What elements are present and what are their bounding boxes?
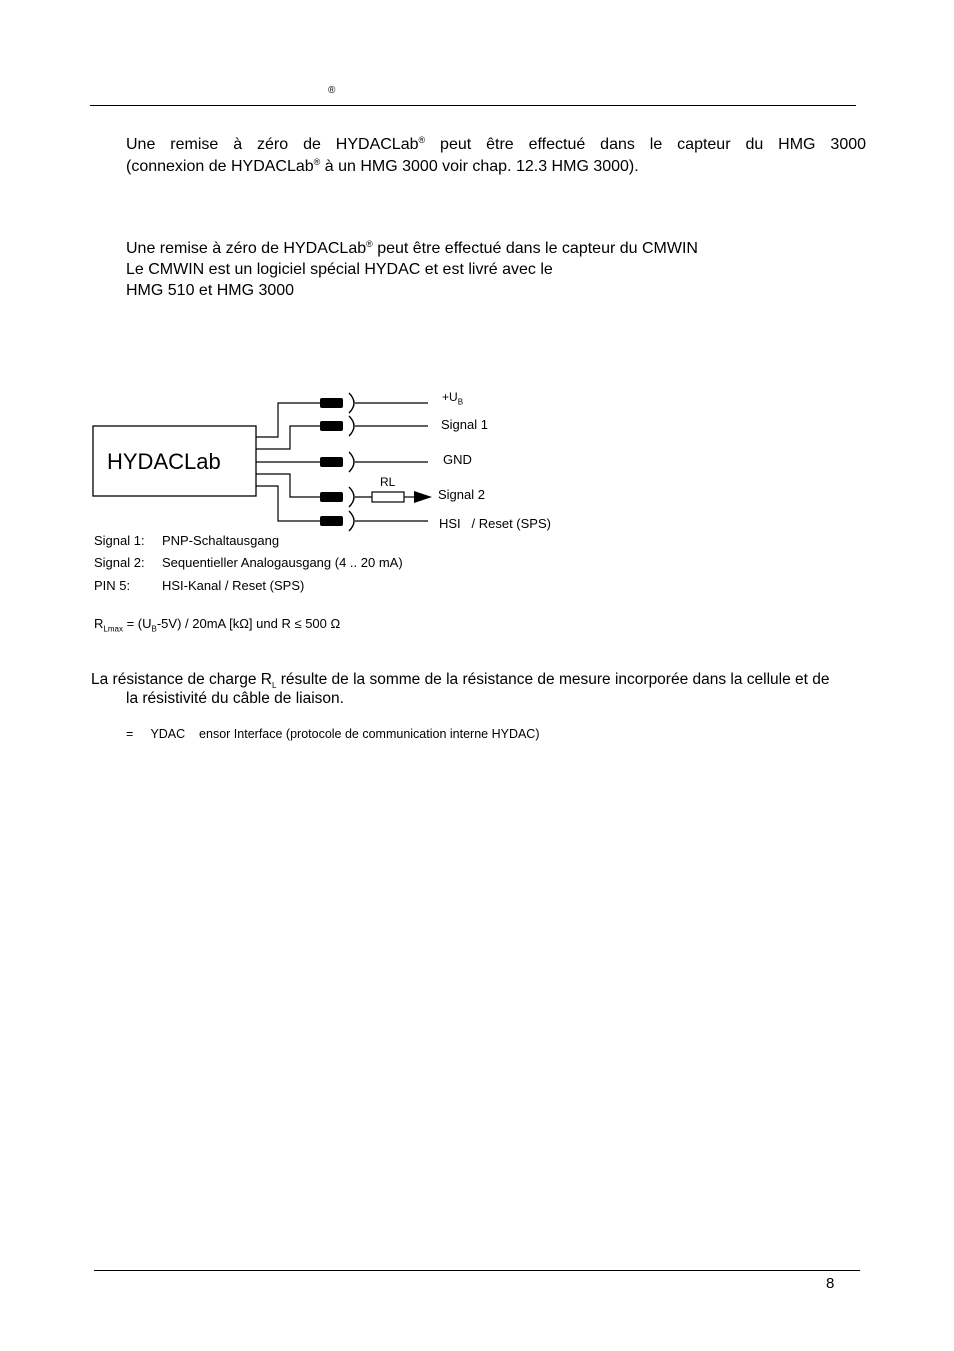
- legend-row-signal1: Signal 1: PNP-Schaltausgang: [94, 533, 280, 548]
- pin-label-gnd: GND: [443, 452, 472, 467]
- plug-pins: [320, 398, 343, 526]
- sockets: [349, 393, 354, 531]
- output-lines: [355, 403, 428, 521]
- pin-label-ub: $+U_B$: [442, 390, 464, 407]
- hydaclab-box-label: HYDACLab: [107, 449, 221, 474]
- section1-line1: Une remise à zéro de HYDACLab® peut être effectué dans le capteur du HMG 3000: [126, 135, 867, 153]
- rlmax-formula: $R_{Lmax} = (U_B-5V) / 20mA$ [kΩ] und R ≤ 500 Ω: [94, 616, 341, 634]
- load-resistance-note-line2: la résistivité du câble de liaison.: [126, 690, 344, 707]
- footer-rule: [94, 1270, 860, 1271]
- wires: [256, 403, 320, 521]
- section2-line1: Une remise à zéro de HYDACLab® peut être effectué dans le capteur du CMWIN: [126, 239, 698, 257]
- pin-label-hsi: HSI / Reset (SPS): [439, 516, 551, 531]
- load-resistance-note-line1: La résistance de charge $R_L$ résulte de la somme de la résistance de mesure incorporée dans la cellule et de: [91, 671, 830, 691]
- page-number: 8: [826, 1275, 835, 1292]
- section2-line3: HMG 510 et HMG 3000: [126, 282, 295, 299]
- resistor-rl: [372, 492, 404, 502]
- resistor-label: RL: [380, 475, 396, 489]
- pin-label-signal1: Signal 1: [441, 417, 488, 432]
- pin-label-signal2: Signal 2: [438, 487, 485, 502]
- hsi-footnote: = YDAC ensor Interface (protocole de communication interne HYDAC): [126, 727, 540, 741]
- header-rule: [90, 105, 856, 106]
- section1-line2: (connexion de HYDACLab® à un HMG 3000 voir chap. 12.3 HMG 3000).: [126, 157, 639, 175]
- legend-row-signal2: Signal 2: Sequentieller Analogausgang (4 .. 20 mA): [94, 555, 403, 570]
- signal2-arrow: [414, 491, 432, 503]
- section2-line2: Le CMWIN est un logiciel spécial HYDAC et est livré avec le: [126, 261, 553, 278]
- legend-row-pin5: PIN 5: HSI-Kanal / Reset (SPS): [94, 578, 305, 593]
- header-registered-mark: ®: [328, 85, 336, 96]
